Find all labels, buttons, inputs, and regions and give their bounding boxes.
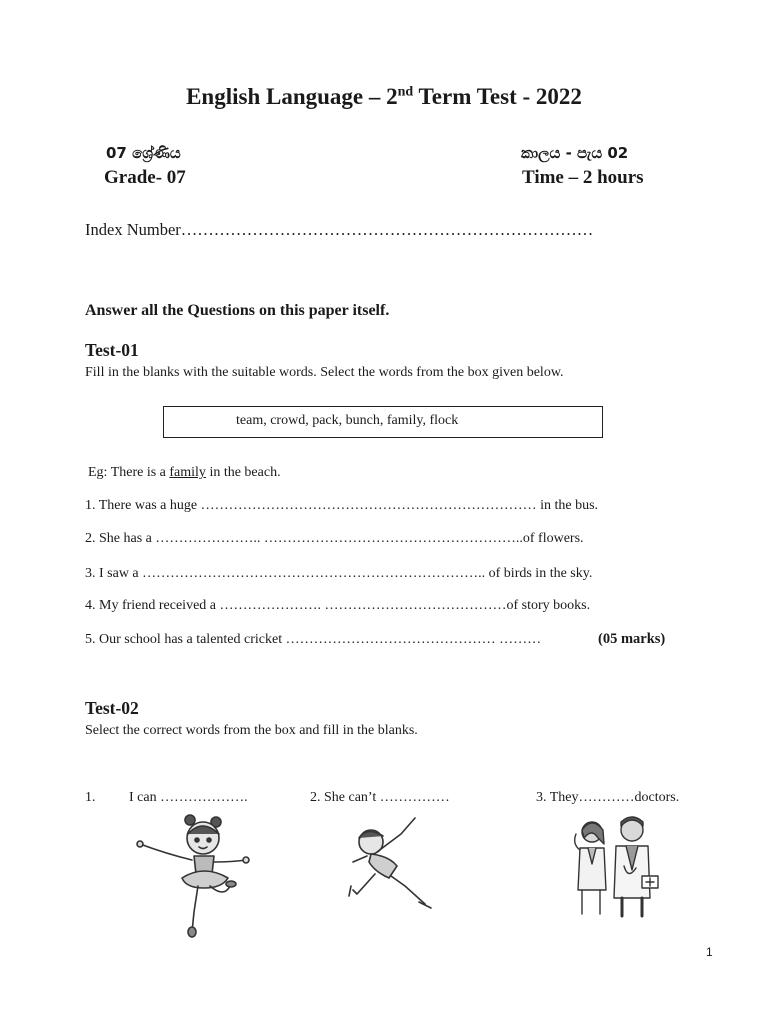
test2-prompt: Select the correct words from the box and fill in the blanks. (85, 723, 418, 738)
grade-label: Grade- 07 (104, 167, 186, 188)
instruction-text: Answer all the Questions on this paper itself. (85, 302, 390, 319)
time-label: Time – 2 hours (522, 167, 644, 188)
example-pre: Eg: There is a (88, 465, 170, 480)
word-box (163, 406, 603, 438)
test1-prompt: Fill in the blanks with the suitable words. Select the words from the box given below. (85, 365, 564, 380)
test1-item-1[interactable]: 1. There was a huge ……………………………………………………………… in the bus. (85, 498, 599, 513)
title-superscript: nd (397, 84, 414, 100)
test2-q1-number: 1. (85, 790, 96, 805)
test2-q2[interactable]: 2. She can’t …………… (310, 790, 450, 805)
test1-marks: (05 marks) (598, 631, 666, 647)
time-sinhala: කාලය - පැය 02 (521, 144, 629, 162)
test1-item-2[interactable]: 2. She has a ………………….. ………………………………………………..of flowers. (85, 531, 584, 546)
test1-item-3[interactable]: 3. I saw a ……………………………………………………………….. of birds in the sky. (85, 566, 593, 581)
test1-item-4[interactable]: 4. My friend received a …………………. …………………………………of story books. (85, 598, 591, 613)
word-box-words: team, crowd, pack, bunch, family, flock (236, 413, 459, 428)
page-title (0, 84, 768, 110)
example-sentence (88, 465, 281, 481)
test1-item-5[interactable]: 5. Our school has a talented cricket ……………………………………… ……… (85, 632, 542, 647)
title-main: English Language – 2 (186, 84, 398, 109)
page-number: 1 (706, 945, 713, 959)
example-post: in the beach. (205, 465, 281, 480)
example-word: family (169, 465, 206, 480)
title-rest: Term Test - 2022 (413, 84, 582, 109)
grade-sinhala: 07 ශ්‍රේණිය (106, 144, 181, 162)
jumping-girl-illustration (345, 812, 437, 916)
ballerina-illustration (132, 812, 252, 938)
test1-heading: Test-01 (85, 340, 139, 360)
test2-heading: Test-02 (85, 698, 139, 718)
test2-q3[interactable]: 3. They…………doctors. (536, 790, 680, 805)
index-number-field[interactable]: Index Number………………………………………………………………… (85, 220, 594, 239)
test2-q1[interactable]: I can ………………. (129, 790, 248, 805)
doctors-illustration (568, 814, 680, 920)
